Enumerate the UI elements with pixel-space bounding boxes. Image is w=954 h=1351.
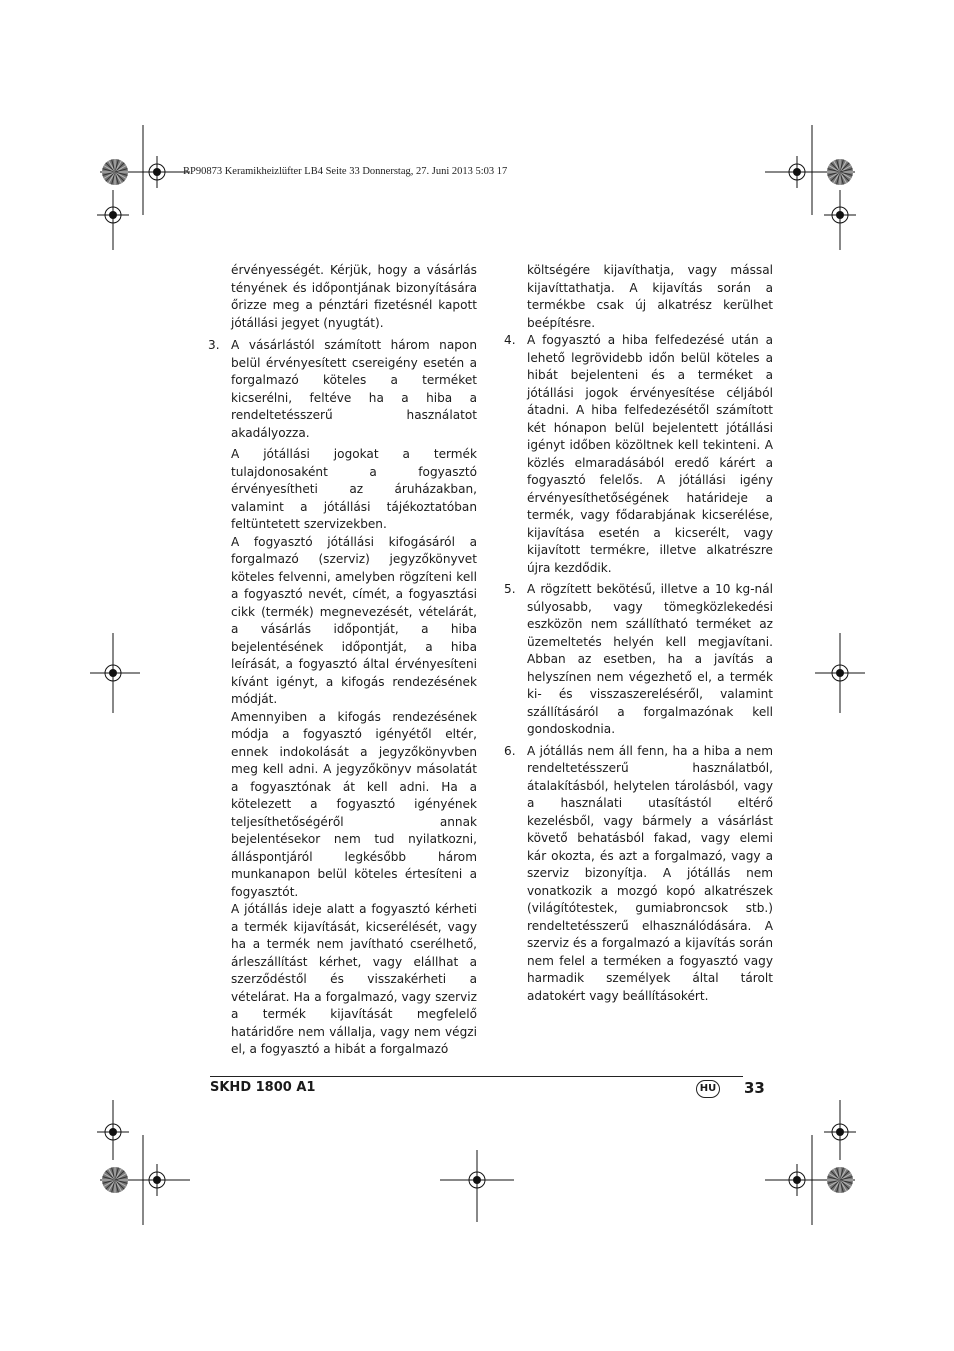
list-item-number: 6. — [504, 743, 516, 758]
language-badge: HU — [696, 1080, 720, 1098]
color-wheel-icon — [827, 159, 853, 185]
list-item-number: 4. — [504, 333, 516, 347]
color-wheel-icon — [827, 1167, 853, 1193]
paragraph: A fogyasztó jótállási kifogásáról a forgalmazó (szerviz) jegyzőkönyvet köteles felvenni, amelyben rögzíteni kell a fogyasztó nevét, címét, a fogyasztási cikk (termék) megnevezését, vételárát, a vásárlás időpontját, a hiba bejelentésének időpontját, a hiba leírását, a fogyasztó által érvényesíteni kívánt igényt, a kifogás rendezésének módját. — [231, 534, 477, 706]
list-item-text: A fogyasztó a hiba felfedezésé után a lehető legrövidebb időn belül köteles a hibát bejelenteni és a terméket a jótállási jogok érvényesítése céljából átadni. A hiba felfedezésétől számított két hónapon belül bejelentett jótállási igényt időben közöltnek kell tekinteni. A közlés elmaradásából eredő kárért a fogyasztó felelős. A jótállási igény érvényesíthetőségének határideje a termék, vagy fődarabjának kicserélése, kijavítása esetén a kicserélt, vagy kijavított termékre, illetve alkatrészre újra kezdődik. — [527, 333, 773, 575]
paragraph: A jótállási jogokat a termék tulajdonosaként a fogyasztó érvényesítheti az áruházakban, valamint a jótállási tájékoztatóban feltüntetett szervizekben. — [231, 447, 477, 531]
color-wheel-icon — [102, 1167, 128, 1193]
page-number: 33 — [744, 1079, 765, 1097]
left-intro-paragraph — [231, 262, 477, 332]
paragraph: Amennyiben a kifogás rendezésének módja a fogyasztó igényétől eltér, ennek indokolását a jegyzőkönyvben meg kell adni. A jegyzőkönyv másolatát a fogyasztónak át kell adni. Ha a kötelezett a fogyasztó igényének teljesíthetőségéről annak bejelentésekor nem tud nyilatkozni, álláspontjáról legkésőbb három munkanapon belül köteles értesíteni a fogyasztót. — [231, 709, 477, 899]
list-item-6 — [504, 743, 773, 1006]
right-intro-paragraph: költségére kijavíthatja, vagy mással kijavíttathatja. A kijavítás során a termékbe csak új alkatrész kerülhet beépítésre. — [527, 263, 773, 330]
list-item-number: 3. — [208, 338, 220, 352]
footer-divider — [210, 1076, 743, 1077]
list-item-number: 5. — [504, 582, 516, 596]
left-column — [208, 262, 477, 1059]
print-slug: RP90873 Keramikheizlüfter LB4 Seite 33 Donnerstag, 27. Juni 2013 5:03 17 — [183, 166, 508, 177]
color-wheel-icon — [102, 159, 128, 185]
list-item-text: A vásárlástól számított három napon belül érvényesített csereigény esetén a forgalmazó köteles a terméket kicserélni, feltéve ha a hiba a rendeltetésszerű használatot akadályozza. — [231, 338, 477, 440]
list-item-5 — [504, 581, 773, 739]
right-column — [504, 262, 773, 1009]
list-item-text: A jótállás nem áll fenn, ha a hiba a nem rendeltetésszerű használatból, átalakításból, helytelen tárolásból, vagy a használati utasítástól eltérő kezelésből, vagy bármely a vásárlást követő behatásból fakad, vagy elemi kár okozta, és azt a forgalmazó, vagy a szerviz bizonyítja. A jótállás nem vonatkozik a mozgó kopó alkatrészek (világítótestek, gumiabroncsok stb.) rendeltetésszerű elhasználódására. A szerviz és a forgalmazó a kijavítás során nem felel a terméken a fogyasztó vagy harmadik személyek által tárolt adatokért vagy beállításokért. — [527, 743, 773, 1003]
list-item-text: A rögzített bekötésű, illetve a 10 kg-nál súlyosabb, vagy tömegközlekedési eszközön nem szállítható terméket az üzemeltetés helyén kell megjavítani. Abban az esetben, ha a javítás a helyszínen nem végezhető el, a termék ki- és visszaszereléséről, valamint szállításáról a forgalmazónak kell gondoskodnia. — [527, 582, 773, 736]
list-item-3 — [208, 337, 477, 442]
paragraph: A jótállás ideje alatt a fogyasztó kérheti a termék kijavítását, kicserélését, vagy ha a termék nem javítható cserélhető, árleszállítást kérhet, vagy elállhat a szerződéstől és visszakérheti a vételárat. Ha a forgalmazó, vagy szerviz a termék kijavítását megfelelő határidőre nem vállalja, vagy nem végzi el, a fogyasztó a hibát a forgalmazó — [231, 902, 477, 1056]
left-intro-text: érvényességét. Kérjük, hogy a vásárlás tényének és időpontjának bizonyítására őrizze meg a pénztári fizetésnél kapott jótállási jegyet (nyugtát). — [231, 263, 477, 330]
footer-model-name: SKHD 1800 A1 — [210, 1080, 316, 1095]
list-item-4 — [504, 332, 773, 577]
